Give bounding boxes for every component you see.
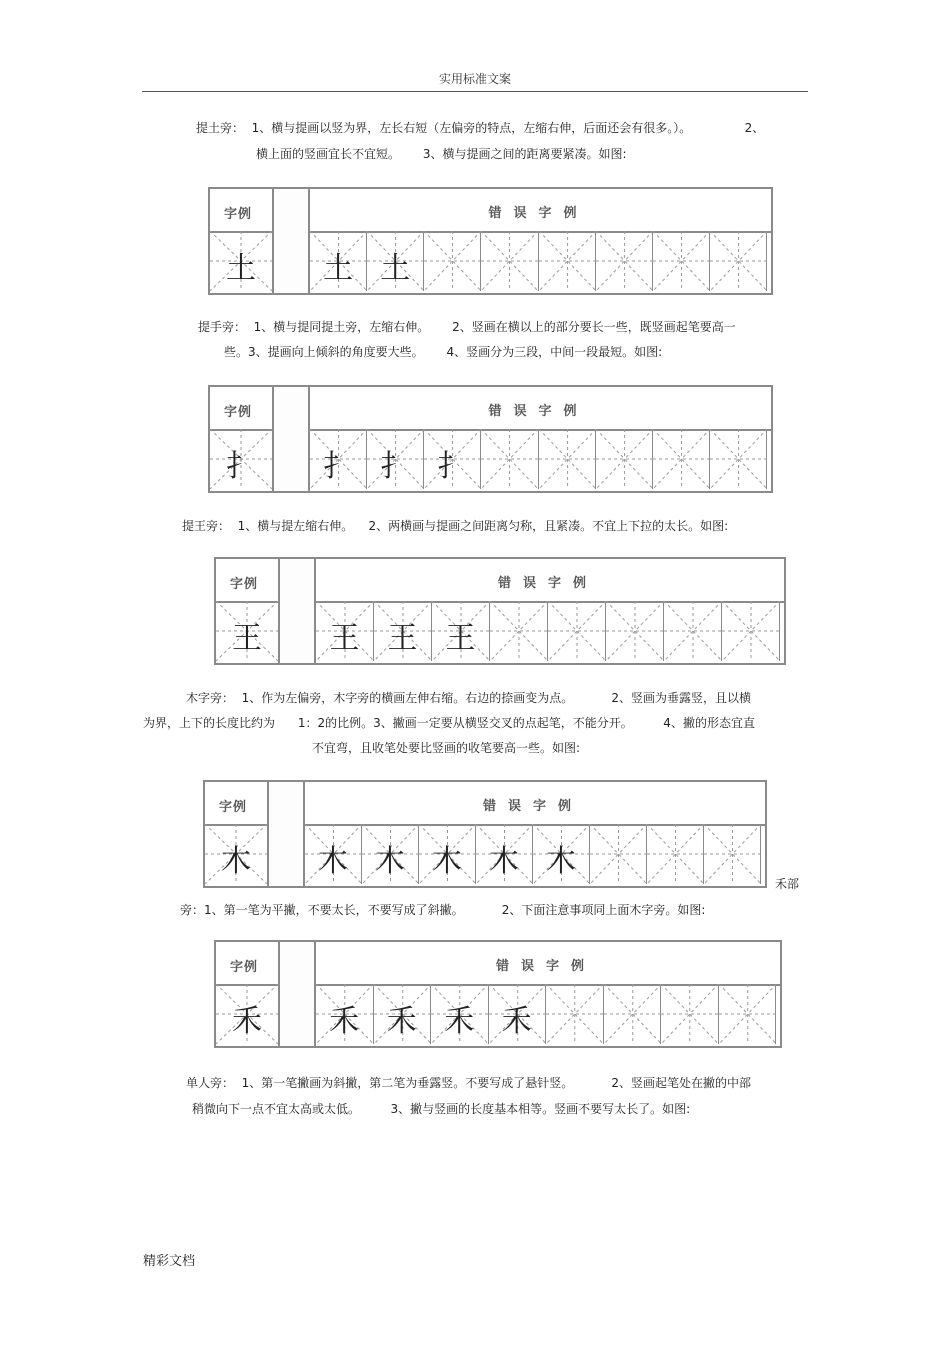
section-text-line: 提王旁： 1、横与提左缩右伸。 2、两横画与提画之间距离匀称，且紧凑。不宜上下拉的太长。如图: bbox=[182, 519, 729, 533]
error-cell bbox=[596, 429, 653, 489]
section-text-line: 不宜弯，且收笔处要比竖画的收笔要高一些。如图: bbox=[312, 741, 581, 755]
example-label: 字例 bbox=[224, 405, 253, 420]
cell-guide-lines bbox=[490, 601, 548, 661]
error-character: 禾 bbox=[444, 1004, 475, 1039]
example-character: 木 bbox=[221, 844, 251, 879]
section-text-line: 为界，上下的长度比约为 1：2的比例。3、撇画一定要从横竖交叉的点起笔，不能分开。 4、撇的形态宜直 bbox=[143, 716, 755, 730]
error-cell bbox=[489, 984, 547, 1044]
error-examples-label: 错误字例 bbox=[482, 799, 583, 814]
cell-guide-lines bbox=[481, 231, 538, 291]
error-character: 土 bbox=[380, 251, 411, 286]
error-character: 禾 bbox=[329, 1004, 360, 1039]
example-cell bbox=[216, 601, 278, 661]
example-cell bbox=[210, 231, 272, 291]
cell-guide-lines bbox=[664, 601, 722, 661]
error-cell bbox=[539, 429, 596, 489]
cell-guide-lines bbox=[548, 601, 606, 661]
section-text-line: 横上面的竖画宜长不宜短。 3、横与提画之间的距离要紧凑。如图: bbox=[256, 147, 627, 161]
error-cell bbox=[590, 824, 647, 884]
example-label: 字例 bbox=[230, 960, 259, 975]
error-cell bbox=[362, 824, 419, 884]
cell-guide-lines bbox=[596, 429, 653, 489]
practice-grid-table bbox=[208, 187, 773, 295]
error-cell bbox=[604, 984, 662, 1044]
example-cell bbox=[205, 824, 267, 884]
error-cell bbox=[606, 601, 664, 661]
grid-spacer-column bbox=[278, 559, 316, 663]
error-cell bbox=[305, 824, 362, 884]
error-character: 王 bbox=[387, 621, 418, 656]
error-examples-label: 错误字例 bbox=[488, 206, 589, 221]
error-cell bbox=[548, 601, 606, 661]
error-cell bbox=[316, 984, 374, 1044]
section-text-line: 禾部 bbox=[775, 877, 800, 891]
error-character: 禾 bbox=[501, 1004, 532, 1039]
error-cell bbox=[424, 429, 481, 489]
cell-guide-lines bbox=[710, 231, 767, 291]
page-footer: 精彩文档 bbox=[143, 1254, 196, 1269]
section-text-line: 木字旁： 1、作为左偏旁，木字旁的横画左伸右缩。右边的捺画变为点。 2、竖画为垂露竖，且以横 bbox=[186, 691, 752, 705]
section-text-line: 稍微向下一点不宜太高或太低。 3、撇与竖画的长度基本相等。竖画不要写太长了。如图: bbox=[192, 1102, 691, 1116]
practice-grid-table bbox=[208, 385, 773, 493]
error-cell bbox=[647, 824, 704, 884]
cell-guide-lines bbox=[704, 824, 761, 884]
error-character: 扌 bbox=[380, 449, 411, 484]
error-cell bbox=[710, 231, 767, 291]
error-character: 木 bbox=[375, 844, 405, 879]
practice-grid-table bbox=[214, 940, 782, 1048]
error-examples-label: 错误字例 bbox=[497, 576, 598, 591]
error-character: 扌 bbox=[323, 449, 354, 484]
cell-guide-lines bbox=[546, 984, 604, 1044]
cell-guide-lines bbox=[596, 231, 653, 291]
error-character: 禾 bbox=[386, 1004, 417, 1039]
error-cell bbox=[310, 231, 367, 291]
error-character: 王 bbox=[329, 621, 360, 656]
error-cell bbox=[419, 824, 476, 884]
error-examples-label: 错误字例 bbox=[488, 404, 589, 419]
example-character: 禾 bbox=[232, 1004, 262, 1039]
error-cell bbox=[539, 231, 596, 291]
example-cell bbox=[216, 984, 278, 1044]
error-character: 木 bbox=[432, 844, 462, 879]
error-cell bbox=[432, 601, 490, 661]
error-character: 木 bbox=[546, 844, 576, 879]
example-label: 字例 bbox=[230, 577, 259, 592]
error-examples-label: 错误字例 bbox=[495, 959, 596, 974]
error-cell bbox=[653, 429, 710, 489]
error-cell bbox=[664, 601, 722, 661]
error-cell bbox=[424, 231, 481, 291]
error-cell bbox=[310, 429, 367, 489]
error-cell bbox=[596, 231, 653, 291]
section-text-line: 提土旁： 1、横与提画以竖为界，左长右短（左偏旁的特点，左缩右伸，后面还会有很多。）。 2、 bbox=[196, 121, 765, 135]
error-cell bbox=[316, 601, 374, 661]
error-cell bbox=[719, 984, 777, 1044]
cell-guide-lines bbox=[424, 231, 481, 291]
cell-guide-lines bbox=[719, 984, 777, 1044]
cell-guide-lines bbox=[710, 429, 767, 489]
error-character: 土 bbox=[323, 251, 354, 286]
error-cell bbox=[481, 429, 538, 489]
example-character: 扌 bbox=[226, 449, 256, 484]
grid-spacer-column bbox=[267, 782, 305, 886]
error-cell bbox=[374, 984, 432, 1044]
error-cell bbox=[374, 601, 432, 661]
grid-spacer-column bbox=[272, 189, 310, 293]
error-cell bbox=[704, 824, 761, 884]
section-text-line: 些。3、提画向上倾斜的角度要大些。 4、竖画分为三段，中间一段最短。如图: bbox=[224, 345, 663, 359]
cell-guide-lines bbox=[481, 429, 538, 489]
cell-guide-lines bbox=[606, 601, 664, 661]
grid-spacer-column bbox=[272, 387, 310, 491]
cell-guide-lines bbox=[653, 429, 710, 489]
error-cell bbox=[653, 231, 710, 291]
section-text-line: 旁：1、第一笔为平撇，不要太长，不要写成了斜撇。 2、下面注意事项同上面木字旁。如图: bbox=[180, 903, 706, 917]
example-label: 字例 bbox=[224, 207, 253, 222]
cell-guide-lines bbox=[647, 824, 704, 884]
example-character: 土 bbox=[226, 251, 256, 286]
error-cell bbox=[367, 231, 424, 291]
cell-guide-lines bbox=[539, 231, 596, 291]
error-cell bbox=[367, 429, 424, 489]
error-cell bbox=[533, 824, 590, 884]
example-label: 字例 bbox=[219, 800, 248, 815]
cell-guide-lines bbox=[661, 984, 719, 1044]
section-text-line: 单人旁： 1、第一笔撇画为斜撇，第二笔为垂露竖。不要写成了悬针竖。 2、竖画起笔处在撇的中部 bbox=[186, 1076, 752, 1090]
error-cell bbox=[431, 984, 489, 1044]
cell-guide-lines bbox=[539, 429, 596, 489]
error-cell bbox=[546, 984, 604, 1044]
error-character: 木 bbox=[318, 844, 348, 879]
section-text-line: 提手旁： 1、横与提同提土旁，左缩右伸。 2、竖画在横以上的部分要长一些，既竖画起笔要高一 bbox=[198, 320, 736, 334]
practice-grid-table bbox=[203, 780, 767, 888]
grid-spacer-column bbox=[278, 942, 316, 1046]
page-header: 实用标准文案 bbox=[438, 72, 511, 86]
error-cell bbox=[661, 984, 719, 1044]
cell-guide-lines bbox=[722, 601, 780, 661]
error-cell bbox=[710, 429, 767, 489]
cell-guide-lines bbox=[590, 824, 647, 884]
example-character: 王 bbox=[232, 621, 262, 656]
error-cell bbox=[722, 601, 780, 661]
error-cell bbox=[481, 231, 538, 291]
error-character: 扌 bbox=[437, 449, 468, 484]
error-cell bbox=[476, 824, 533, 884]
practice-grid-table bbox=[214, 557, 786, 665]
example-cell bbox=[210, 429, 272, 489]
error-character: 木 bbox=[489, 844, 519, 879]
header-rule bbox=[142, 91, 808, 92]
error-character: 王 bbox=[445, 621, 476, 656]
error-cell bbox=[490, 601, 548, 661]
cell-guide-lines bbox=[604, 984, 662, 1044]
cell-guide-lines bbox=[653, 231, 710, 291]
